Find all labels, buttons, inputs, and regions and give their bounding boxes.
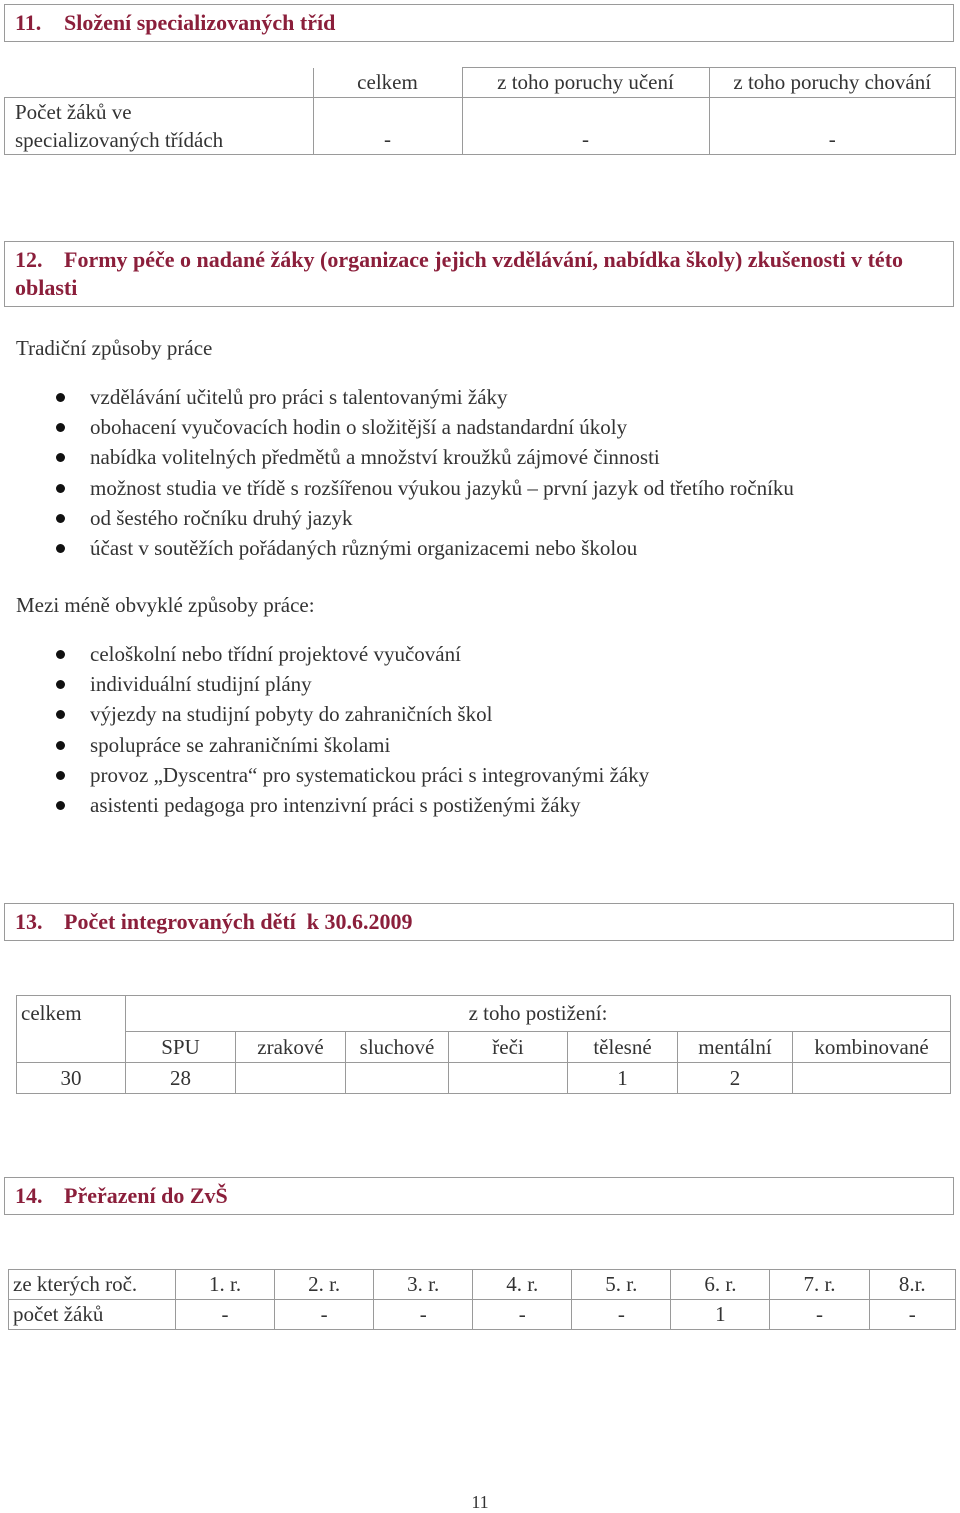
list-item: od šestého ročníku druhý jazyk	[56, 503, 794, 533]
value-total: -	[313, 98, 462, 155]
list-item: výjezdy na studijní pobyty do zahraničních škol	[56, 699, 649, 729]
section-12-title: Formy péče o nadané žáky (organizace jejich vzdělávání, nabídka školy) zkušenosti v této oblasti	[15, 247, 904, 300]
row-label-line-1: Počet žáků ve	[15, 100, 132, 124]
count: 1	[671, 1300, 770, 1330]
cat-physical: tělesné	[568, 1032, 678, 1063]
list-item: asistenti pedagoga pro intenzivní práci s postiženými žáky	[56, 790, 649, 820]
row-label-line-2: specializovaných třídách	[15, 128, 224, 152]
header-disabilities: z toho postižení:	[126, 996, 951, 1032]
table-cell	[5, 68, 314, 98]
grade: 5. r.	[572, 1270, 671, 1300]
list-item: obohacení vyučovacích hodin o složitější a nadstandardní úkoly	[56, 412, 794, 442]
value-physical: 1	[568, 1063, 678, 1094]
unusual-methods-list	[56, 639, 649, 820]
cat-spu: SPU	[126, 1032, 236, 1063]
list-item: možnost studia ve třídě s rozšířenou výukou jazyků – první jazyk od třetího ročníku	[56, 473, 794, 503]
cat-mental: mentální	[678, 1032, 793, 1063]
count: -	[275, 1300, 374, 1330]
grade: 7. r.	[770, 1270, 869, 1300]
header-behavior-disorders: z toho poruchy chování	[709, 68, 956, 98]
count-label: počet žáků	[9, 1300, 176, 1330]
value-mental: 2	[678, 1063, 793, 1094]
cat-combined: kombinované	[793, 1032, 951, 1063]
section-14-heading	[4, 1177, 954, 1215]
grade: 6. r.	[671, 1270, 770, 1300]
grade: 2. r.	[275, 1270, 374, 1300]
value-spu: 28	[126, 1063, 236, 1094]
row-label	[5, 98, 314, 155]
section-13-heading	[4, 903, 954, 941]
count: -	[176, 1300, 275, 1330]
section-12-heading	[4, 241, 954, 307]
value-speech	[449, 1063, 568, 1094]
value-combined	[793, 1063, 951, 1094]
cat-hearing: sluchové	[346, 1032, 449, 1063]
transfers-table	[8, 1269, 956, 1330]
cat-visual: zrakové	[236, 1032, 346, 1063]
section-13-number: 13.	[15, 909, 43, 934]
value-learning: -	[462, 98, 709, 155]
list-item: vzdělávání učitelů pro práci s talentovanými žáky	[56, 382, 794, 412]
section-11-title: Složení specializovaných tříd	[64, 10, 336, 35]
section-11-number: 11.	[15, 10, 42, 35]
traditional-methods-label: Tradiční způsoby práce	[16, 336, 213, 360]
section-14-title: Přeřazení do ZvŠ	[64, 1183, 228, 1208]
section-14-number: 14.	[15, 1183, 43, 1208]
value-total: 30	[17, 1063, 126, 1094]
grade: 4. r.	[473, 1270, 572, 1300]
section-13-title: Počet integrovaných dětí k 30.6.2009	[64, 909, 413, 934]
unusual-methods-label: Mezi méně obvyklé způsoby práce:	[16, 593, 315, 617]
count: -	[473, 1300, 572, 1330]
integrated-children-table	[16, 995, 951, 1094]
grade: 3. r.	[374, 1270, 473, 1300]
grade: 8.r.	[869, 1270, 955, 1300]
value-visual	[236, 1063, 346, 1094]
count: -	[869, 1300, 955, 1330]
header-learning-disorders: z toho poruchy učení	[462, 68, 709, 98]
value-hearing	[346, 1063, 449, 1094]
count: -	[374, 1300, 473, 1330]
list-item: účast v soutěžích pořádaných různými organizacemi nebo školou	[56, 533, 794, 563]
header-total: celkem	[17, 996, 126, 1032]
count: -	[770, 1300, 869, 1330]
section-11-heading	[4, 4, 954, 42]
cat-speech: řeči	[449, 1032, 568, 1063]
traditional-methods-list	[56, 382, 794, 563]
count: -	[572, 1300, 671, 1330]
section-12-number: 12.	[15, 247, 43, 272]
list-item: nabídka volitelných předmětů a množství kroužků zájmové činnosti	[56, 442, 794, 472]
header-total: celkem	[313, 68, 462, 98]
grades-label: ze kterých roč.	[9, 1270, 176, 1300]
grade: 1. r.	[176, 1270, 275, 1300]
list-item: spolupráce se zahraničními školami	[56, 730, 649, 760]
list-item: provoz „Dyscentra“ pro systematickou práci s integrovanými žáky	[56, 760, 649, 790]
special-classes-table	[4, 67, 956, 155]
table-cell	[17, 1032, 126, 1063]
list-item: individuální studijní plány	[56, 669, 649, 699]
value-behavior: -	[709, 98, 956, 155]
list-item: celoškolní nebo třídní projektové vyučování	[56, 639, 649, 669]
page-number: 11	[471, 1492, 489, 1512]
